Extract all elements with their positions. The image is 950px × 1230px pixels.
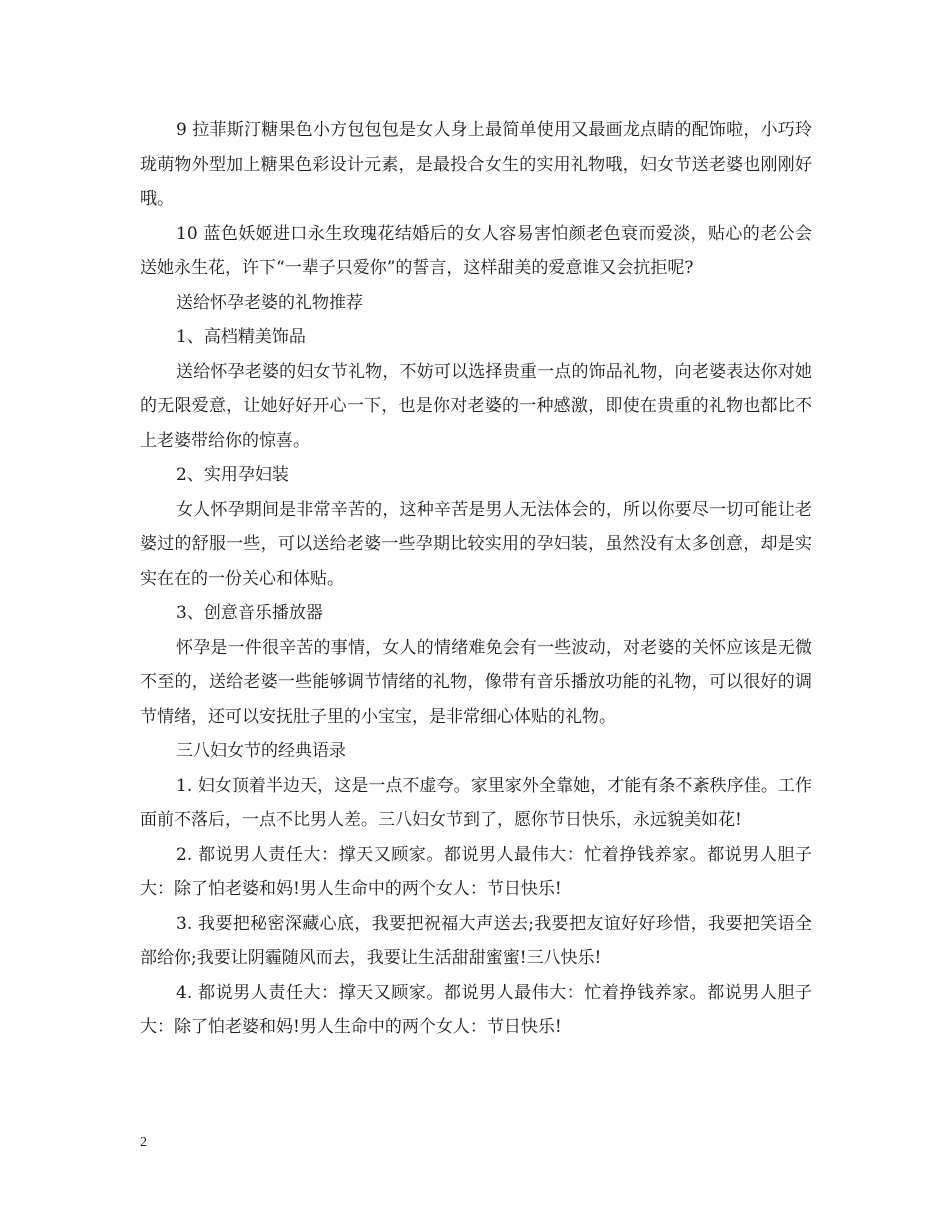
paragraph-maternity-wear: 女人怀孕期间是非常辛苦的，这种辛苦是男人无法体会的，所以你要尽一切可能让老婆过的舒服一些，可以送给老婆一些孕期比较实用的孕妇装，虽然没有太多创意，却是实实在在的一份关心和体贴。 bbox=[140, 499, 812, 589]
paragraph-gift-9-candy-bag: 9 拉菲斯汀糖果色小方包包包是女人身上最简单使用又最画龙点睛的配饰啦，小巧玲珑萌物外型加上糖果色彩设计元素，是最投合女生的实用礼物哦，妇女节送老婆也刚刚好哦。 bbox=[140, 120, 812, 209]
subheading-music-player: 3、创意音乐播放器 bbox=[176, 603, 323, 623]
paragraph-jewelry: 送给怀孕老婆的妇女节礼物，不妨可以选择贵重一点的饰品礼物，向老婆表达你对她的无限爱意，让她好好开心一下，也是你对老婆的一种感激，即使在贵重的礼物也都比不上老婆带给你的惊喜。 bbox=[140, 361, 812, 451]
subheading-maternity-wear: 2、实用孕妇装 bbox=[176, 465, 289, 485]
quote-2: 2. 都说男人责任大：撑天又顾家。都说男人最伟大：忙着挣钱养家。都说男人胆子大：除了怕老婆和妈!男人生命中的两个女人：节日快乐! bbox=[140, 844, 812, 899]
body-text bbox=[140, 113, 812, 1045]
section-heading-quotes: 三八妇女节的经典语录 bbox=[176, 741, 346, 761]
quote-1: 1. 妇女顶着半边天，这是一点不虚夸。家里家外全靠她，才能有条不紊秩序佳。工作面前不落后，一点不比男人差。三八妇女节到了，愿你节日快乐，永远貌美如花! bbox=[140, 775, 812, 830]
quote-4: 4. 都说男人责任大：撑天又顾家。都说男人最伟大：忙着挣钱养家。都说男人胆子大：除了怕老婆和妈!男人生命中的两个女人：节日快乐! bbox=[140, 982, 812, 1037]
paragraph-gift-10-blue-rose: 10 蓝色妖姬进口永生玫瑰花结婚后的女人容易害怕颜老色衰而爱淡，贴心的老公会送她永生花，许下“一辈子只爱你”的誓言，这样甜美的爱意谁又会抗拒呢? bbox=[140, 223, 812, 278]
page-number: 2 bbox=[140, 1135, 147, 1150]
section-heading-pregnant-wife-gifts: 送给怀孕老婆的礼物推荐 bbox=[176, 292, 363, 313]
subheading-jewelry: 1、高档精美饰品 bbox=[176, 327, 306, 347]
quote-3: 3. 我要把秘密深藏心底，我要把祝福大声送去;我要把友谊好好珍惜，我要把笑语全部给你;我要让阴霾随风而去，我要让生活甜甜蜜蜜!三八快乐! bbox=[140, 913, 812, 968]
paragraph-music-player: 怀孕是一件很辛苦的事情，女人的情绪难免会有一些波动，对老婆的关怀应该是无微不至的，送给老婆一些能够调节情绪的礼物，像带有音乐播放功能的礼物，可以很好的调节情绪，还可以安抚肚子里的小宝宝，是非常细心体贴的礼物。 bbox=[140, 637, 812, 727]
